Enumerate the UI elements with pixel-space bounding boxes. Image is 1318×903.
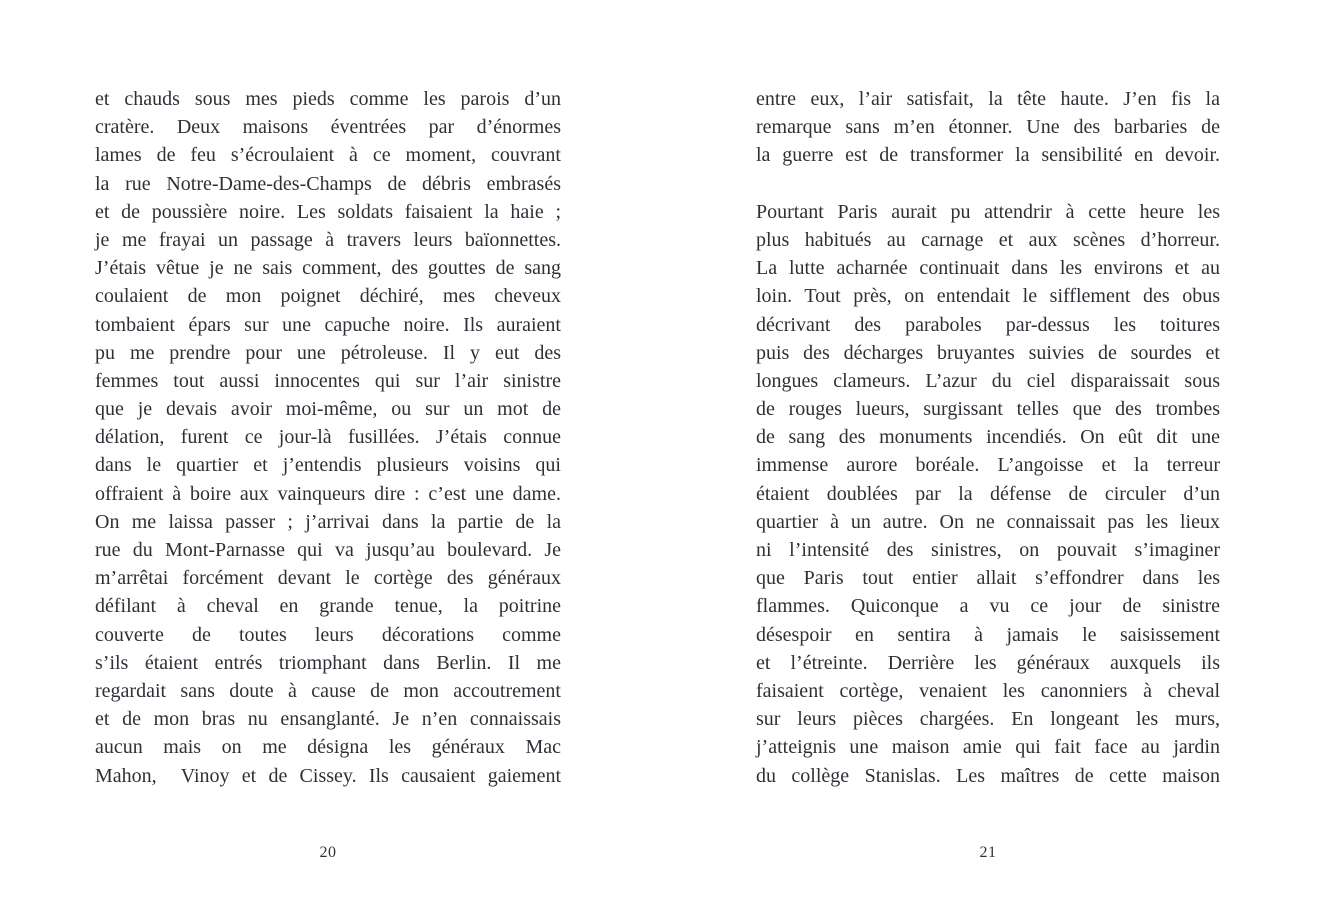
text-line bbox=[95, 395, 561, 423]
text-line-content: loin. Tout près, on entendait le sifflement des obus bbox=[756, 285, 1220, 308]
page-right bbox=[756, 0, 1220, 903]
text-line bbox=[756, 508, 1220, 536]
text-line bbox=[95, 508, 561, 536]
text-line-content: étaient doublées par la défense de circuler d’un bbox=[756, 482, 1220, 505]
text-line-content: lames de feu s’écroulaient à ce moment, couvrant bbox=[95, 144, 561, 167]
text-line bbox=[95, 564, 561, 592]
text-line-content: ni l’intensité des sinistres, on pouvait s’imaginer bbox=[756, 539, 1220, 561]
text-line-content: décrivant des paraboles par-dessus les toitures bbox=[756, 313, 1220, 336]
text-line bbox=[95, 85, 561, 113]
text-line-content: de rouges lueurs, surgissant telles que des trombes bbox=[756, 398, 1220, 421]
text-line-content: remarque sans m’en étonner. Une des barbaries de bbox=[756, 116, 1220, 139]
text-line bbox=[756, 226, 1220, 254]
text-line bbox=[756, 592, 1220, 620]
text-line-content: quartier à un autre. On ne connaissait pas les lieux bbox=[756, 510, 1220, 533]
text-line-content: coulaient de mon poignet déchiré, mes cheveux bbox=[95, 285, 561, 308]
text-line bbox=[756, 141, 1220, 169]
text-line-content: On me laissa passer ; j’arrivai dans la partie de la bbox=[95, 510, 561, 533]
text-line bbox=[95, 733, 561, 761]
text-line bbox=[756, 423, 1220, 451]
text-line-content: rue du Mont-Parnasse qui va jusqu’au boulevard. Je bbox=[95, 539, 561, 561]
text-line bbox=[756, 198, 1220, 226]
text-line-content: la rue Notre-Dame-des-Champs de débris embrasés bbox=[95, 172, 561, 195]
text-line bbox=[756, 113, 1220, 141]
text-line bbox=[756, 85, 1220, 113]
text-line-content: et l’étreinte. Derrière les généraux auxquels ils bbox=[756, 651, 1220, 674]
text-line-content: m’arrêtai forcément devant le cortège des généraux bbox=[95, 567, 561, 590]
text-line-content: puis des décharges bruyantes suivies de sourdes et bbox=[756, 341, 1220, 364]
text-line bbox=[756, 677, 1220, 705]
text-line-content: plus habitués au carnage et aux scènes d’horreur. bbox=[756, 228, 1220, 251]
text-line bbox=[756, 339, 1220, 367]
text-line bbox=[95, 198, 561, 226]
text-line bbox=[756, 536, 1220, 564]
page-number-right: 21 bbox=[979, 844, 997, 861]
text-line bbox=[95, 113, 561, 141]
text-line bbox=[95, 141, 561, 169]
text-line-content: La lutte acharnée continuait dans les environs et au bbox=[756, 257, 1220, 280]
text-line-content: la guerre est de transformer la sensibilité en devoir. bbox=[756, 144, 1220, 167]
text-line bbox=[95, 762, 561, 790]
text-line bbox=[95, 282, 561, 310]
text-line bbox=[95, 621, 561, 649]
text-line bbox=[756, 311, 1220, 339]
text-line-content: que je devais avoir moi-même, ou sur un mot de bbox=[95, 398, 561, 421]
text-line-content: et de poussière noire. Les soldats faisaient la haie ; bbox=[95, 200, 561, 223]
page-number-left: 20 bbox=[319, 844, 337, 861]
text-line bbox=[95, 705, 561, 733]
text-line bbox=[95, 677, 561, 705]
text-line bbox=[95, 339, 561, 367]
text-line-content: et de mon bras nu ensanglanté. Je n’en connaissais bbox=[95, 708, 561, 731]
text-line-content: délation, furent ce jour-là fusillées. J’étais connue bbox=[95, 426, 561, 449]
text-line bbox=[756, 254, 1220, 282]
text-line bbox=[95, 311, 561, 339]
text-line bbox=[756, 282, 1220, 310]
text-line bbox=[95, 480, 561, 508]
text-line bbox=[756, 170, 1220, 198]
text-line-content: tombaient épars sur une capuche noire. Ils auraient bbox=[95, 313, 561, 336]
text-line-content: pu me prendre pour une pétroleuse. Il y eut des bbox=[95, 341, 561, 364]
text-line-content: s’ils étaient entrés triomphant dans Berlin. Il me bbox=[95, 651, 561, 674]
text-line-content: Mahon, Vinoy et de Cissey. Ils causaient gaiement bbox=[95, 764, 561, 787]
text-line-content: regardait sans doute à cause de mon accoutrement bbox=[95, 679, 561, 702]
text-line-content: dans le quartier et j’entendis plusieurs voisins qui bbox=[95, 454, 561, 477]
text-line-content: flammes. Quiconque a vu ce jour de sinistre bbox=[756, 595, 1220, 618]
text-line bbox=[95, 226, 561, 254]
text-line-content: aucun mais on me désigna les généraux Mac bbox=[95, 736, 561, 759]
text-line-content: couverte de toutes leurs décorations comme bbox=[95, 623, 561, 646]
text-line bbox=[95, 451, 561, 479]
text-line-content: je me frayai un passage à travers leurs baïonnettes. bbox=[95, 228, 561, 251]
text-line-content: femmes tout aussi innocentes qui sur l’air sinistre bbox=[95, 369, 561, 392]
text-line-content: désespoir en sentira à jamais le saisissement bbox=[756, 623, 1220, 646]
text-line-content: Pourtant Paris aurait pu attendrir à cette heure les bbox=[756, 200, 1220, 223]
text-line bbox=[756, 367, 1220, 395]
text-line-content: que Paris tout entier allait s’effondrer dans les bbox=[756, 567, 1220, 590]
text-line bbox=[756, 649, 1220, 677]
text-line-content: immense aurore boréale. L’angoisse et la terreur bbox=[756, 454, 1220, 477]
page-left bbox=[95, 0, 561, 903]
text-line-content: défilant à cheval en grande tenue, la poitrine bbox=[95, 595, 561, 618]
text-line bbox=[95, 367, 561, 395]
text-line-content: sur leurs pièces chargées. En longeant les murs, bbox=[756, 708, 1220, 731]
text-line bbox=[756, 621, 1220, 649]
text-line bbox=[756, 480, 1220, 508]
text-line-content: longues clameurs. L’azur du ciel disparaissait sous bbox=[756, 369, 1220, 392]
text-line-content: du collège Stanislas. Les maîtres de cette maison bbox=[756, 764, 1220, 787]
page-right-text-block bbox=[756, 85, 1220, 790]
text-line bbox=[756, 451, 1220, 479]
text-line-content: et chauds sous mes pieds comme les parois d’un bbox=[95, 88, 561, 110]
text-line bbox=[95, 536, 561, 564]
text-line bbox=[95, 254, 561, 282]
text-line bbox=[95, 423, 561, 451]
text-line-content: faisaient cortège, venaient les canonniers à cheval bbox=[756, 679, 1220, 702]
text-line-content: cratère. Deux maisons éventrées par d’énormes bbox=[95, 116, 561, 139]
page-left-text-block bbox=[95, 85, 561, 790]
text-line bbox=[756, 705, 1220, 733]
text-line-content: de sang des monuments incendiés. On eût dit une bbox=[756, 426, 1220, 449]
text-line bbox=[95, 592, 561, 620]
text-line-content: J’étais vêtue je ne sais comment, des gouttes de sang bbox=[95, 257, 561, 280]
text-line bbox=[756, 733, 1220, 761]
text-line bbox=[95, 649, 561, 677]
text-line bbox=[756, 762, 1220, 790]
text-line bbox=[756, 395, 1220, 423]
text-line bbox=[95, 170, 561, 198]
text-line-content: j’atteignis une maison amie qui fait face au jardin bbox=[756, 736, 1220, 759]
text-line-content: offraient à boire aux vainqueurs dire : c’est une dame. bbox=[95, 482, 561, 505]
text-line bbox=[756, 564, 1220, 592]
text-line-content: entre eux, l’air satisfait, la tête haute. J’en fis la bbox=[756, 88, 1220, 110]
